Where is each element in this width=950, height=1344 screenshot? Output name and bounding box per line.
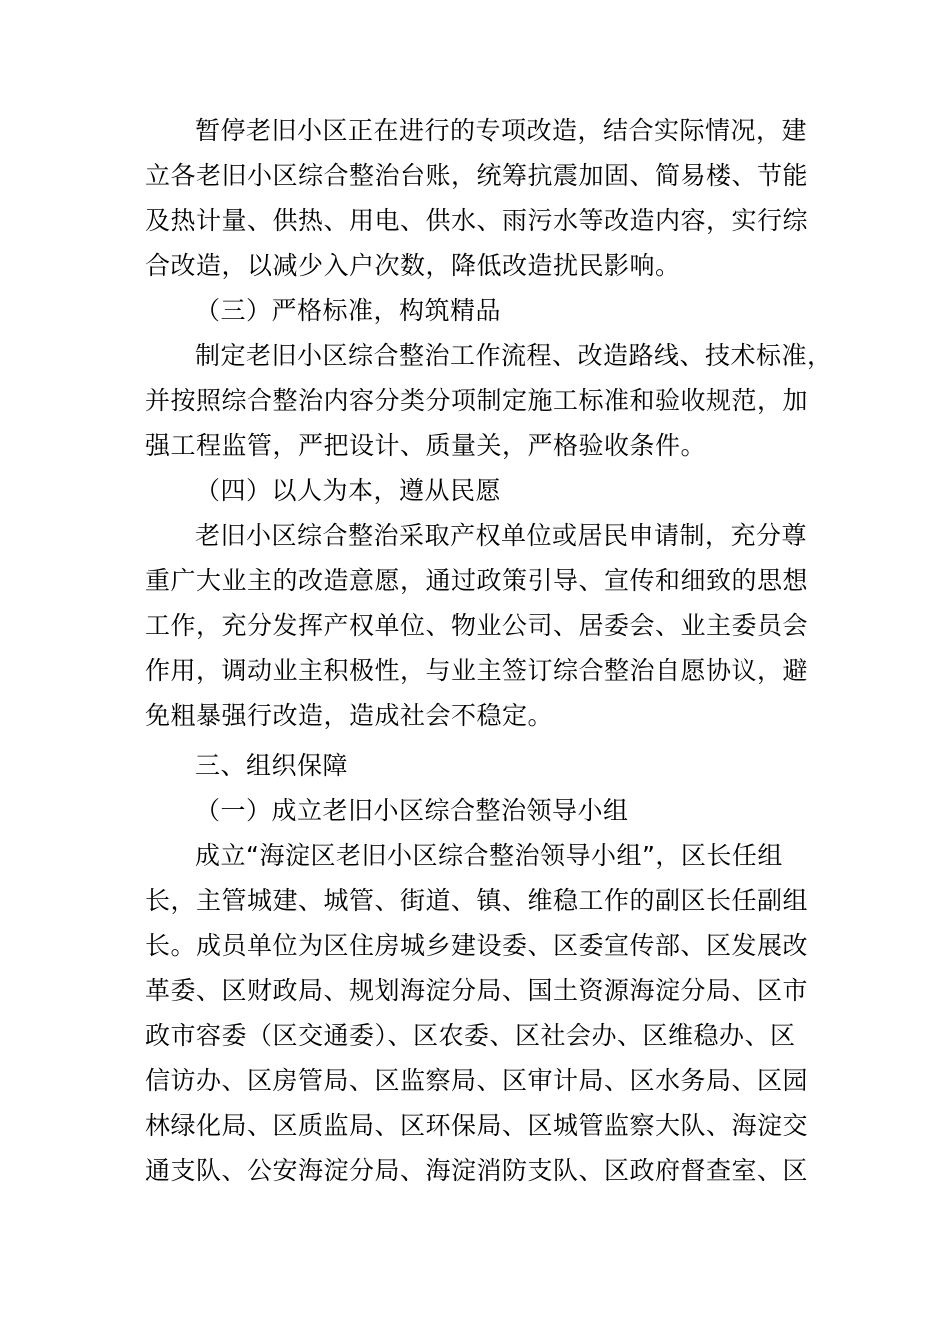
text-line: 合改造，以减少入户次数，降低改造扰民影响。 bbox=[145, 251, 681, 280]
text-line: 工作，充分发挥产权单位、物业公司、居委会、业主委员会 bbox=[145, 611, 809, 640]
text-line: 长，主管城建、城管、街道、镇、维稳工作的副区长任副组 bbox=[145, 886, 809, 915]
text-line: 及热计量、供热、用电、供水、雨污水等改造内容，实行综 bbox=[145, 206, 809, 235]
text-line: 林绿化局、区质监局、区环保局、区城管监察大队、海淀交 bbox=[145, 1111, 809, 1140]
text-line: （四）以人为本，遵从民愿 bbox=[195, 476, 502, 505]
document-body bbox=[145, 108, 833, 1193]
text-line: 立各老旧小区综合整治台账，统筹抗震加固、简易楼、节能 bbox=[145, 161, 809, 190]
text-line: 信访办、区房管局、区监察局、区审计局、区水务局、区园 bbox=[145, 1066, 809, 1095]
text-line: 成立“海淀区老旧小区综合整治领导小组”，区长任组 bbox=[195, 841, 783, 870]
text-line: 通支队、公安海淀分局、海淀消防支队、区政府督查室、区 bbox=[145, 1156, 809, 1185]
text-line: 作用，调动业主积极性，与业主签订综合整治自愿协议，避 bbox=[145, 656, 809, 685]
text-line: 重广大业主的改造意愿，通过政策引导、宣传和细致的思想 bbox=[145, 566, 809, 595]
text-line: 制定老旧小区综合整治工作流程、改造路线、技术标准， bbox=[195, 341, 833, 370]
text-line: 暂停老旧小区正在进行的专项改造，结合实际情况，建 bbox=[195, 116, 808, 145]
text-line: （三）严格标准，构筑精品 bbox=[195, 296, 502, 325]
text-line: 老旧小区综合整治采取产权单位或居民申请制，充分尊 bbox=[195, 521, 808, 550]
text-line: 革委、区财政局、规划海淀分局、国土资源海淀分局、区市 bbox=[145, 976, 809, 1005]
text-line: 政市容委（区交通委）、区农委、区社会办、区维稳办、区 bbox=[145, 1021, 796, 1050]
text-line: 三、组织保障 bbox=[195, 751, 349, 780]
text-line: 并按照综合整治内容分类分项制定施工标准和验收规范，加 bbox=[145, 386, 809, 415]
text-line: （一）成立老旧小区综合整治领导小组 bbox=[195, 796, 629, 825]
text-line: 长。成员单位为区住房城乡建设委、区委宣传部、区发展改 bbox=[145, 931, 809, 960]
text-line: 免粗暴强行改造，造成社会不稳定。 bbox=[145, 701, 554, 730]
text-line: 强工程监管，严把设计、质量关，严格验收条件。 bbox=[145, 431, 707, 460]
